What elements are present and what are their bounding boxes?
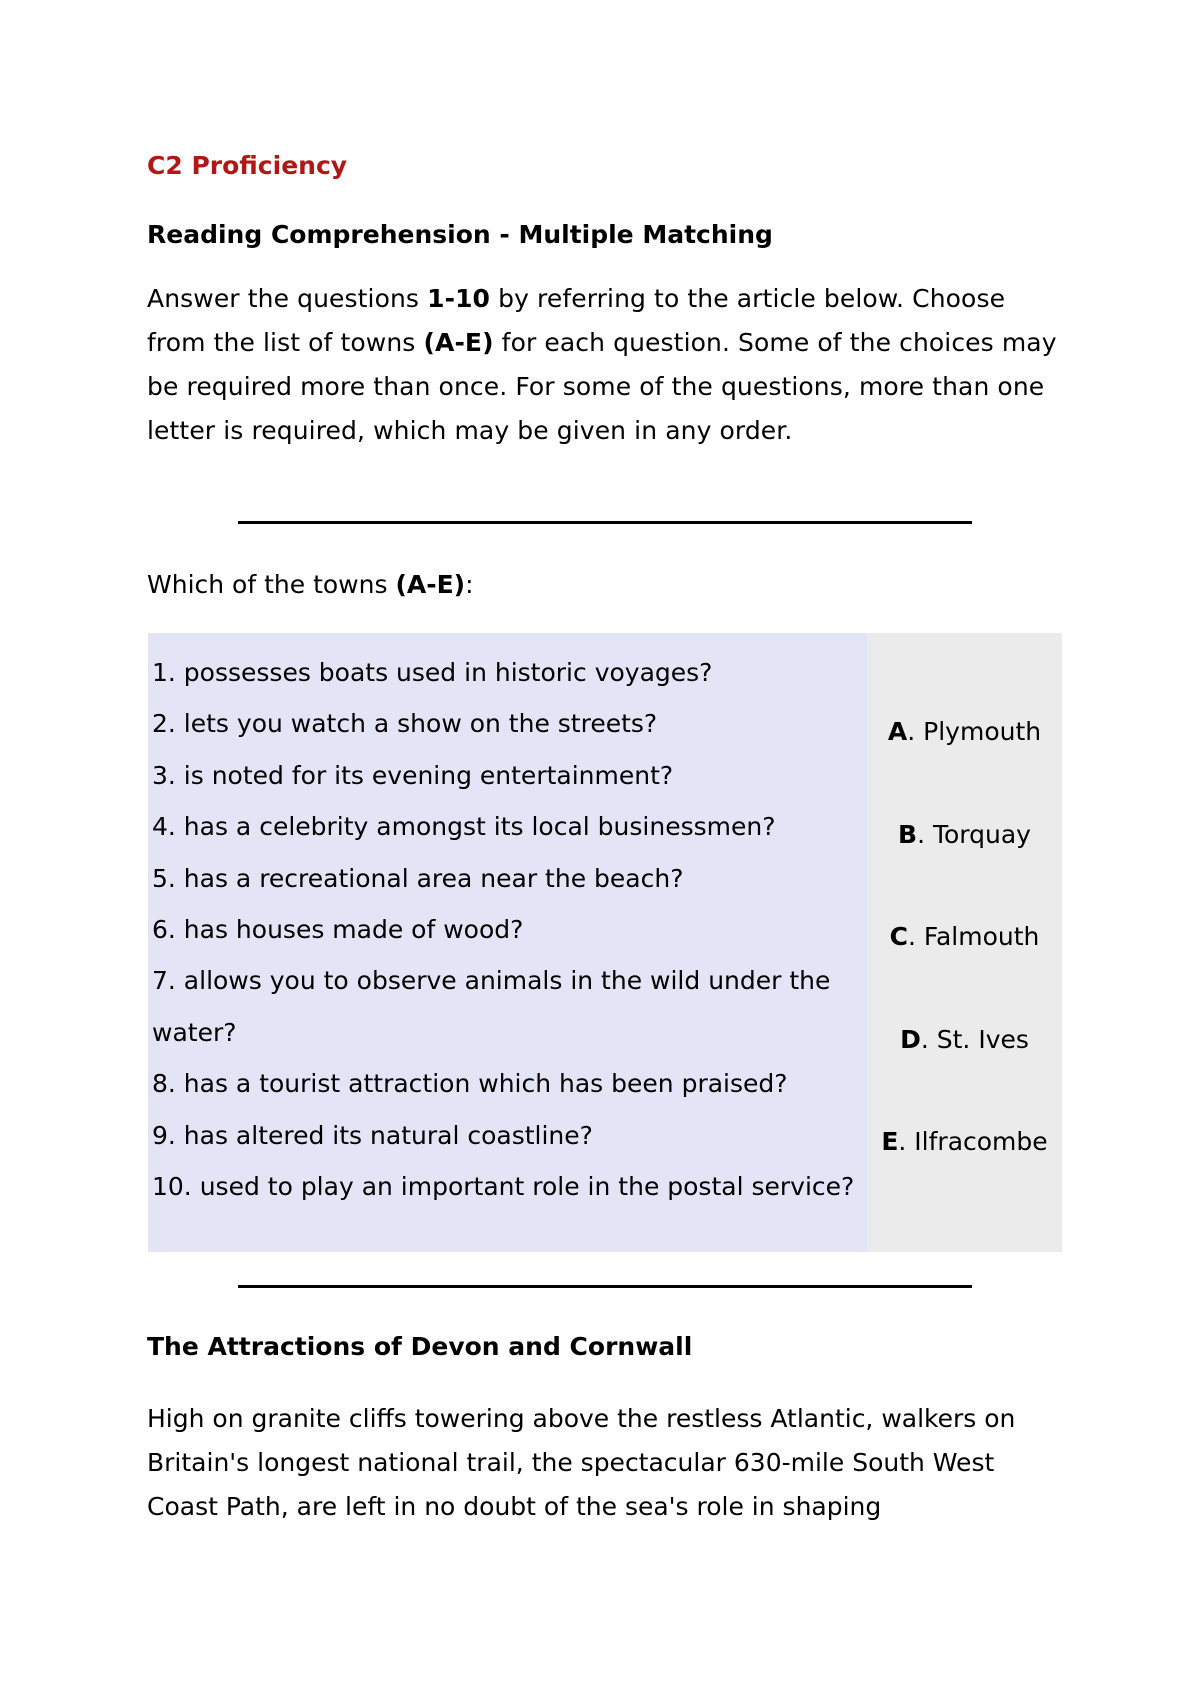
questions-column	[148, 633, 867, 1252]
article	[147, 1331, 1062, 1529]
question-item: 6. has houses made of wood?	[152, 915, 524, 945]
option-town: . St. Ives	[920, 1024, 1029, 1054]
instructions-range: 1-10	[427, 284, 491, 313]
question-item: 7. allows you to observe animals in the wild under the water?	[152, 966, 831, 1047]
divider-bottom	[238, 1285, 972, 1288]
option-town: . Falmouth	[907, 922, 1040, 952]
option-letter: A	[887, 717, 908, 746]
question-item: 5. has a recreational area near the beach?	[152, 863, 684, 893]
question-item: 8. has a tourist attraction which has been praised?	[152, 1069, 788, 1099]
question-item: 10. used to play an important role in the postal service?	[152, 1172, 855, 1202]
header-block	[147, 150, 1062, 453]
question-item: 2. lets you watch a show on the streets?	[152, 709, 658, 739]
question-item: 4. has a celebrity amongst its local businessmen?	[152, 812, 776, 842]
option-town: . Torquay	[917, 819, 1031, 849]
option-town: . Plymouth	[907, 717, 1042, 746]
instructions	[147, 277, 1062, 453]
question-prompt	[147, 568, 474, 602]
question-item: 9. has altered its natural coastline?	[152, 1120, 593, 1150]
option-letter: B	[898, 819, 918, 849]
option-letter: D	[900, 1024, 921, 1054]
divider-top	[238, 521, 972, 524]
option-d	[867, 1024, 1062, 1127]
option-letter: C	[889, 922, 908, 952]
article-body: High on granite cliffs towering above the restless Atlantic, walkers on Britain's longest national trail, the spectacular 630-mile South West Coast Path, are left in no doubt of the sea's role in shaping	[147, 1404, 1016, 1521]
section-title: Reading Comprehension - Multiple Matching	[147, 220, 773, 249]
prompt-letters: (A-E)	[395, 570, 466, 599]
instructions-text-3: for each question. Some of the choices may be required more than once. For some of the questions, more than one letter is required, which may be given in any order.	[147, 328, 1057, 445]
option-letter: E	[881, 1127, 899, 1157]
matching-table	[148, 633, 1062, 1252]
option-b	[867, 819, 1062, 922]
question-item: 3. is noted for its evening entertainment?	[152, 760, 674, 790]
question-item: 1. possesses boats used in historic voyages?	[152, 658, 713, 687]
option-c	[867, 921, 1062, 1024]
option-town: . Ilfracombe	[898, 1127, 1048, 1157]
prompt-text: Which of the towns	[147, 570, 396, 599]
article-title: The Attractions of Devon and Cornwall	[147, 1332, 693, 1361]
exam-level: C2 Proficiency	[147, 151, 348, 180]
option-a	[867, 716, 1062, 819]
instructions-letters: (A-E)	[423, 328, 494, 357]
options-column	[867, 633, 1062, 1252]
prompt-suffix: :	[465, 570, 474, 599]
option-e	[867, 1126, 1062, 1229]
instructions-text-2: by referring to the article below. Choose from the list of towns	[147, 284, 1006, 357]
instructions-text-1: Answer the questions	[147, 284, 428, 313]
